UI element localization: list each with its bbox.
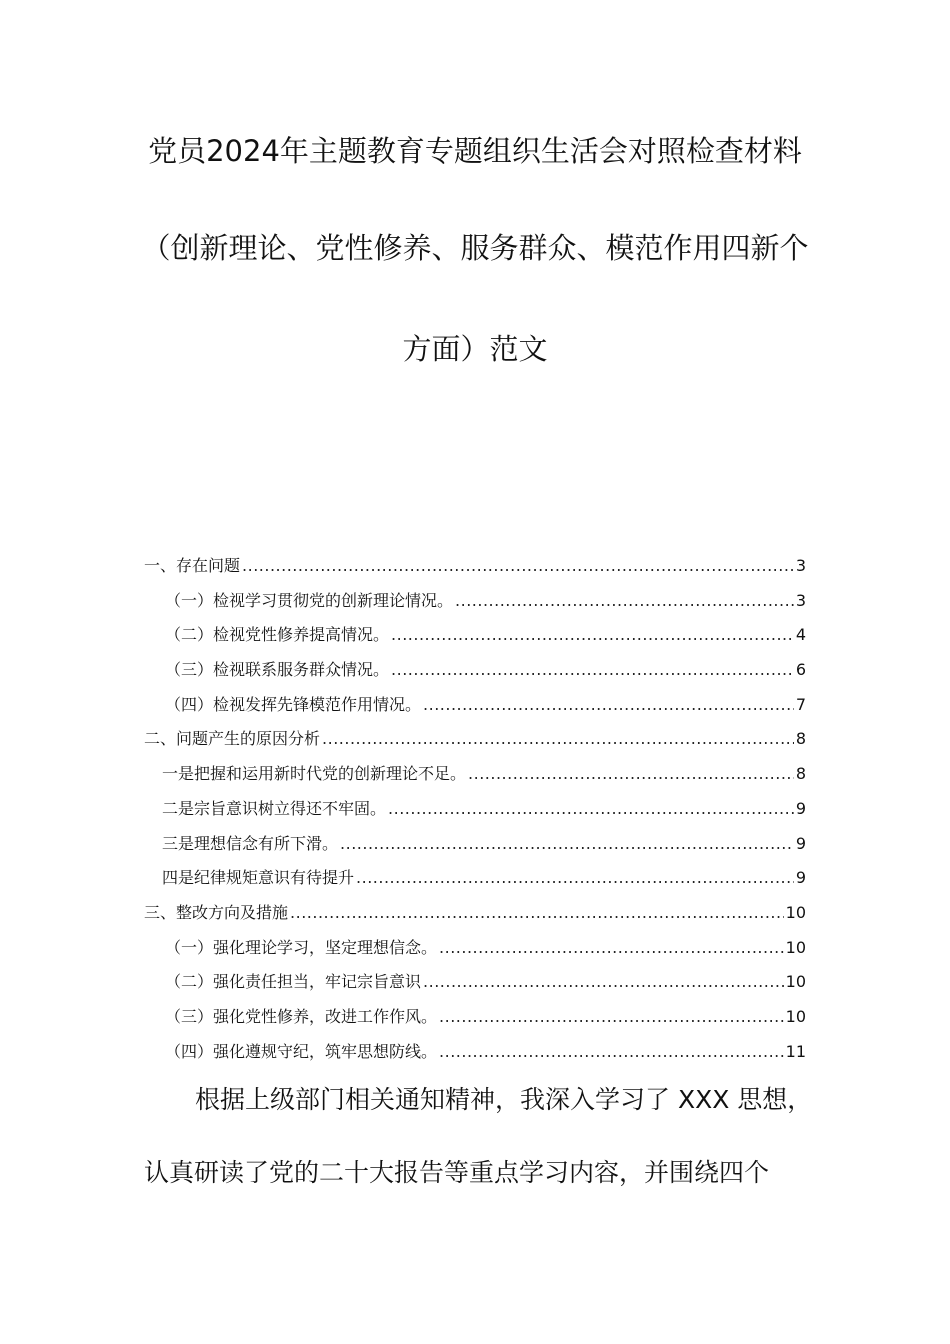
toc-page-number: 10 [785,972,806,992]
toc-entry-text: 三是理想信念有所下滑。 [162,833,339,853]
toc-page-number: 6 [795,660,806,680]
toc-entry[interactable] [144,588,806,623]
toc-entry-text: （三）强化党性修养，改进工作作风。 [165,1006,438,1026]
toc-entry[interactable] [144,553,806,588]
toc-page-number: 7 [795,694,806,714]
toc-entry[interactable] [144,726,806,761]
toc-dot-leader [468,761,794,786]
toc-entry-text: （二）检视党性修养提高情况。 [165,625,390,645]
toc-entry-text: （一）强化理论学习，坚定理想信念。 [165,937,438,957]
toc-entry[interactable] [144,969,806,1004]
toc-dot-leader [391,657,794,682]
toc-entry[interactable] [144,865,806,900]
toc-entry-text: （四）检视发挥先锋模范作用情况。 [165,694,422,714]
toc-page-number: 10 [785,902,806,922]
toc-entry-text: 一是把握和运用新时代党的创新理论不足。 [162,764,467,784]
toc-dot-leader [322,726,794,751]
toc-dot-leader [439,935,784,960]
toc-dot-leader [340,831,794,856]
toc-page-number: 11 [785,1041,806,1061]
document-title-line-1: 党员2024年主题教育专题组织生活会对照检查材料 [148,134,802,168]
toc-dot-leader [242,553,794,578]
toc-entry[interactable] [144,900,806,935]
toc-entry[interactable] [144,761,806,796]
toc-entry-text: 四是纪律规矩意识有待提升 [162,868,355,888]
toc-entry-text: 一、存在问题 [144,556,241,575]
document-title-line-3: 方面）范文 [402,332,548,366]
toc-page-number: 3 [795,556,806,575]
toc-entry-text: 二是宗旨意识树立得还不牢固。 [162,798,387,818]
toc-entry[interactable] [144,796,806,831]
toc-entry-text: （二）强化责任担当，牢记宗旨意识 [165,972,422,992]
toc-page-number: 10 [785,1006,806,1026]
toc-entry[interactable] [144,1039,806,1074]
toc-entry-text: 三、整改方向及措施 [144,902,289,922]
body-paragraph-line-2: 认真研读了党的二十大报告等重点学习内容，并围绕四个 [144,1158,770,1187]
toc-page-number: 9 [795,868,806,888]
toc-page-number: 9 [795,833,806,853]
toc-dot-leader [439,1039,784,1064]
toc-entry-text: （四）强化遵规守纪，筑牢思想防线。 [165,1041,438,1061]
toc-dot-leader [388,796,794,821]
table-of-contents [144,553,806,1073]
toc-entry-text: （三）检视联系服务群众情况。 [165,660,390,680]
toc-entry[interactable] [144,831,806,866]
body-paragraph-line-1: 根据上级部门相关通知精神，我深入学习了 XXX 思想， [195,1085,813,1114]
toc-page-number: 3 [795,590,806,610]
toc-dot-leader [391,622,794,647]
toc-entry-text: （一）检视学习贯彻党的创新理论情况。 [165,590,454,610]
toc-entry[interactable] [144,1004,806,1039]
toc-dot-leader [423,692,794,717]
toc-page-number: 10 [785,937,806,957]
toc-entry[interactable] [144,935,806,970]
toc-page-number: 8 [795,764,806,784]
toc-dot-leader [356,865,794,890]
toc-page-number: 4 [795,625,806,645]
toc-page-number: 8 [795,729,806,749]
toc-entry[interactable] [144,657,806,692]
toc-entry[interactable] [144,622,806,657]
toc-entry[interactable] [144,692,806,727]
toc-page-number: 9 [795,798,806,818]
document-title-line-2: （创新理论、党性修养、服务群众、模范作用四新个 [141,231,809,265]
toc-dot-leader [290,900,784,925]
toc-entry-text: 二、问题产生的原因分析 [144,729,321,749]
toc-dot-leader [423,969,784,994]
toc-dot-leader [439,1004,784,1029]
toc-dot-leader [455,588,794,613]
